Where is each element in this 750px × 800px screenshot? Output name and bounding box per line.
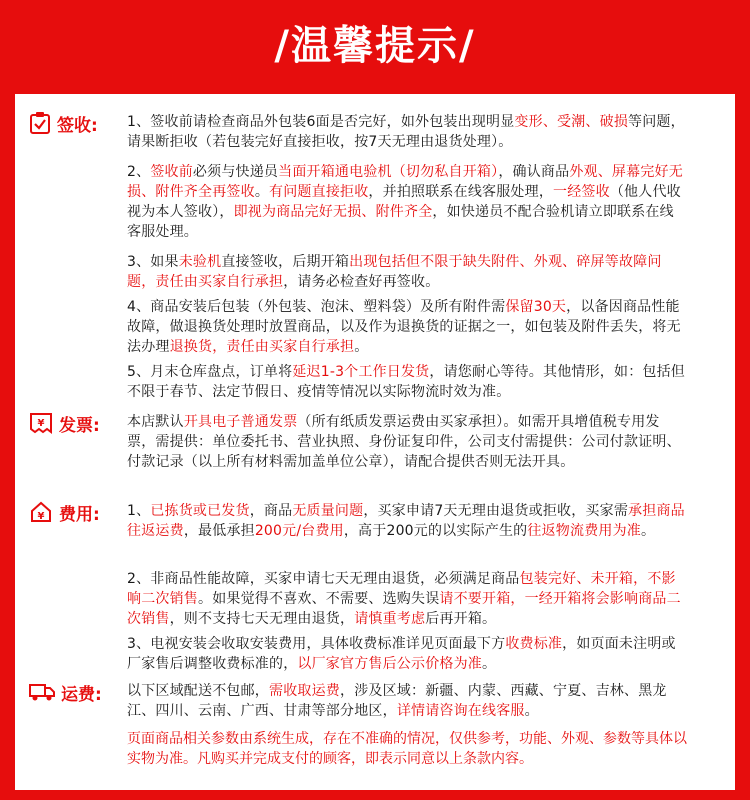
invoice-paragraph (127, 412, 687, 472)
highlight-text: 请不要开箱，一经开箱将会影响商品二次销售 (127, 591, 681, 627)
page-title: /温馨提示/ (274, 23, 476, 69)
paragraph-text: 直接签收，后期开箱 (221, 254, 350, 270)
paragraph-text: 。 (354, 339, 369, 355)
highlight-text: 收费标准 (505, 636, 563, 652)
paragraph-text: 必须与快递员 (192, 164, 279, 180)
highlight-text: 当面开箱通电验机（切勿私自开箱） (278, 164, 499, 180)
paragraph-text: ，如快递员不配合验机请立即联系在线客服处理。 (127, 204, 674, 240)
section-label-text: 签收: (57, 115, 98, 136)
highlight-text: 请慎重考虑 (354, 611, 426, 627)
highlight-text: 出现包括但不限于缺失附件、外观、碎屏等故障问题，责任由买家自行承担 (127, 254, 662, 290)
fees-paragraph-2 (127, 569, 687, 629)
paragraph-text: ，确认商品 (498, 164, 570, 180)
section-label-text: 费用: (59, 504, 100, 525)
paragraph-text: ，最低承担 (183, 523, 255, 539)
highlight-text: 签收前 (150, 164, 193, 180)
highlight-text: 即视为商品完好无损、附件齐全 (233, 204, 433, 220)
paragraph-text: 3、如果 (127, 254, 179, 270)
highlight-text: 一经签收 (553, 184, 610, 200)
paragraph-text: ，请您耐心等待。其他情形，如：包括但不限于春节、法定节假日、疫情等情况以实际物流时效为准。 (127, 364, 685, 400)
paragraph-text: ，商品 (249, 503, 293, 519)
highlight-text: 包装完好、未开箱，不影响二次销售 (127, 571, 676, 607)
paragraph-text: 5、月末仓库盘点，订单将 (127, 364, 293, 380)
paragraph-text: ，并拍照联系在线客服处理， (368, 184, 554, 200)
highlight-text: 未验机 (178, 254, 222, 270)
paragraph-text: 。如果觉得不喜欢、不需要、选购失误 (198, 591, 440, 607)
highlight-text: 退换货，责任由买家自行承担 (169, 339, 355, 355)
paragraph-text: 2、 (127, 164, 151, 180)
fees-paragraph-3 (127, 634, 687, 674)
sign-paragraph-1 (127, 112, 687, 152)
section-label-text: 发票: (59, 415, 100, 436)
highlight-text: 开具电子普通发票 (183, 414, 298, 430)
truck-icon (29, 682, 55, 702)
highlight-text: 往返物流费用为准 (527, 523, 641, 539)
svg-text:¥: ¥ (37, 418, 45, 429)
highlight-text: 保留30天 (505, 299, 567, 315)
paragraph-text: 。 (482, 656, 497, 672)
paragraph-text: 。 (254, 184, 270, 200)
paragraph-text: ，高于200元的以实际产生的 (343, 523, 528, 539)
paragraph-text: （他人代收视为本人签收）， (127, 184, 681, 220)
paragraph-text: 以下区域配送不包邮， (127, 683, 269, 699)
highlight-text: 无质量问题 (292, 503, 364, 519)
highlight-text: 外观、屏幕完好无损、附件齐全再签收 (127, 164, 683, 200)
paragraph-text: ，如页面未注明或厂家售后调整收费标准的， (127, 636, 676, 672)
highlight-text: 详情请咨询在线客服 (396, 703, 525, 719)
section-label (29, 499, 133, 525)
paragraph-text: ，请务必检查好再签收。 (283, 274, 440, 290)
paragraph-text: 本店默认 (127, 414, 184, 430)
section-label (29, 410, 133, 436)
notice-card (15, 94, 735, 790)
paragraph-text: ，则不支持七天无理由退货， (169, 611, 355, 627)
paragraph-text: （所有纸质发票运费由买家承担）。如需开具增值税专用发票，需提供：单位委托书、营业执照、身份证复印件，公司支付需提供：公司付款证明、付款记录（以上所有材料需加盖单位公章），请配合提供否则无法开具。 (127, 414, 681, 470)
invoice-yen-icon (29, 412, 53, 434)
clipboard-check-icon (29, 111, 51, 135)
house-yen-icon (29, 500, 53, 524)
sign-paragraph-4 (127, 297, 687, 357)
highlight-text: 以厂家官方售后公示价格为准 (297, 656, 483, 672)
sign-paragraph-5 (127, 362, 687, 402)
highlight-text: 变形、受潮、破损 (514, 114, 629, 130)
paragraph-text: 后再开箱。 (425, 611, 497, 627)
section-label-text: 运费: (61, 684, 102, 705)
fees-paragraph-1 (127, 501, 687, 541)
paragraph-text: 。 (641, 523, 656, 539)
paragraph-text: 等问题，请果断拒收（若包装完好直接拒收，按7天无理由退货处理）。 (127, 114, 685, 150)
section-label (29, 110, 133, 136)
paragraph-text: 。 (524, 703, 539, 719)
footer-note: 页面商品相关参数由系统生成，存在不准确的情况，仅供参考，功能、外观、参数等具体以实物为准。凡购买并完成支付的顾客，即表示同意以上条款内容。 (127, 731, 687, 767)
paragraph-text: 4、商品安装后包装（外包装、泡沫、塑料袋）及所有附件需 (127, 299, 506, 315)
highlight-text: 需收取运费 (269, 683, 340, 699)
svg-text:¥: ¥ (37, 511, 45, 522)
paragraph-text: 1、 (127, 503, 151, 519)
paragraph-text: 3、电视安装会收取安装费用，具体收费标准详见页面最下方 (127, 636, 506, 652)
shipping-paragraph (127, 681, 687, 721)
paragraph-text: ，涉及区域：新疆、内蒙、西藏、宁夏、吉林、黑龙江、四川、云南、广西、甘肃等部分地区， (127, 683, 667, 719)
paragraph-text: ，买家申请7天无理由退货或拒收，买家需 (363, 503, 629, 519)
highlight-text: 承担商品往返运费 (127, 503, 685, 539)
paragraph-text: 1、签收前请检查商品外包装6面是否完好，如外包装出现明显 (127, 114, 515, 130)
paragraph-text: 2、非商品性能故障，买家申请七天无理由退货，必须满足商品 (127, 571, 520, 587)
highlight-text: 已拣货或已发货 (150, 503, 250, 519)
sign-paragraph-3 (127, 252, 687, 292)
paragraph-text: ，以备因商品性能故障，做退换货处理时放置商品，以及作为退换货的证据之一，如包装及附件丢失，将无法办理 (127, 299, 681, 355)
highlight-text: 延迟1-3个工作日发货 (292, 364, 430, 380)
sign-paragraph-2 (127, 162, 687, 242)
section-label (29, 679, 133, 705)
highlight-text: 200元/台费用 (254, 523, 344, 539)
highlight-text: 有问题直接拒收 (269, 184, 369, 200)
